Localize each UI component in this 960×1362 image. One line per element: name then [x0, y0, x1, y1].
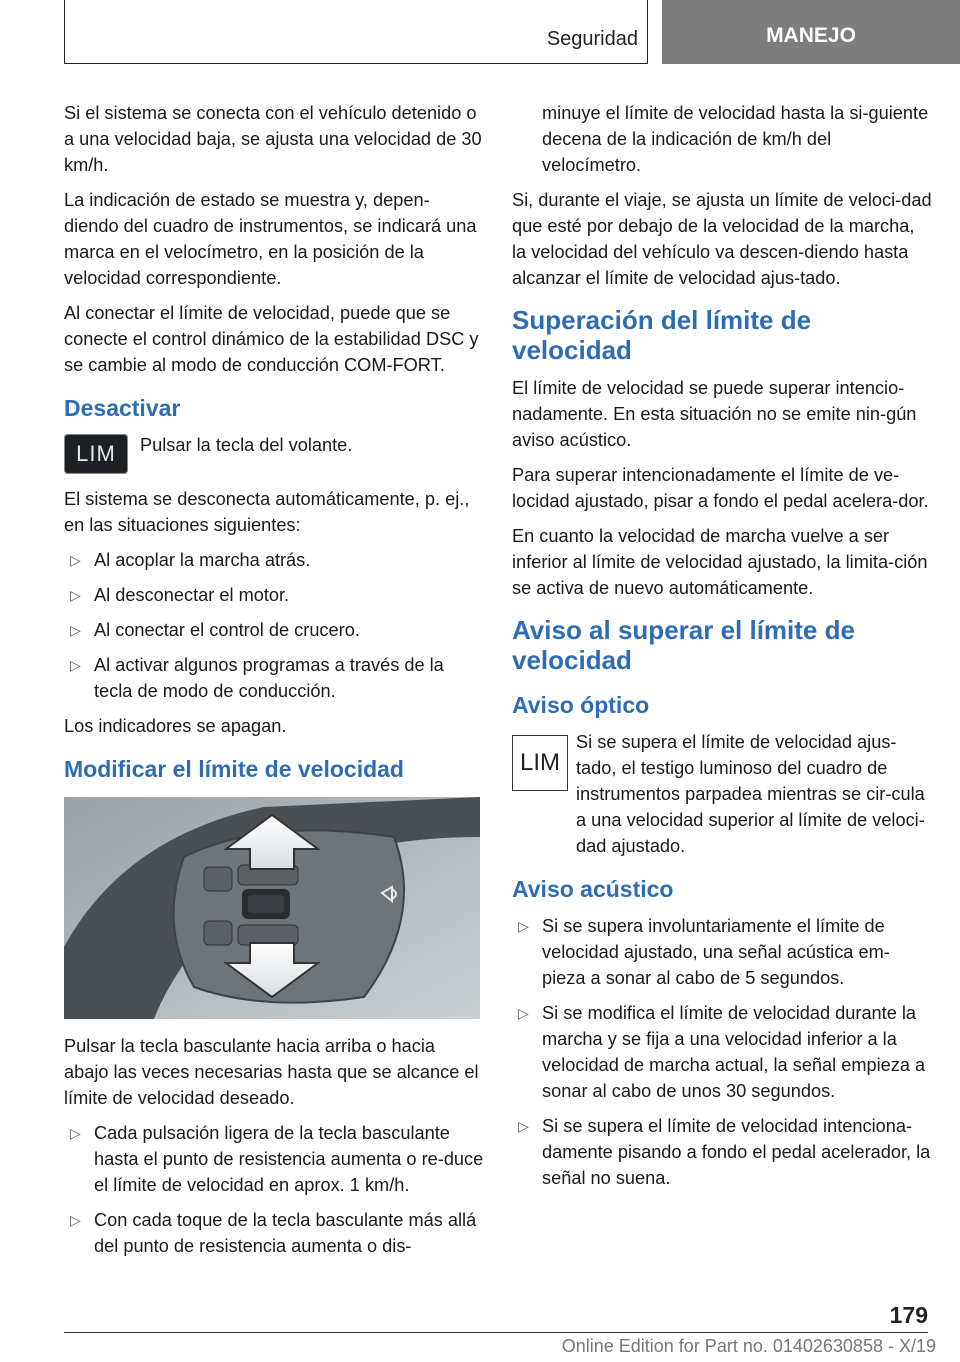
paragraph: Al conectar el límite de velocidad, puede que se conecte el control dinámico de la estabilidad DSC y se cambie al modo de conducción COM-FORT. [64, 303, 479, 375]
paragraph: Pulsar la tecla basculante hacia arriba o hacia abajo las veces necesarias hasta que se alcance el límite de velocidad deseado. [64, 1036, 479, 1108]
paragraph: Si se supera el límite de velocidad ajus-tado, el testigo luminoso del cuadro de instrumentos parpadea mientras se cir-cula a una velocidad superior al límite de veloci-dad ajustado. [576, 732, 925, 856]
bullet-list [64, 547, 484, 704]
bullet-list [64, 1120, 484, 1259]
paragraph: Pulsar la tecla del volante. [140, 435, 353, 455]
heading-superacion: Superación del límite de velocidad [512, 305, 812, 365]
lim-instruction [64, 432, 484, 476]
heading-desactivar: Desactivar [64, 395, 181, 421]
list-item: ▷ Al acoplar la marcha atrás. [64, 547, 484, 573]
lim-indicator-row [512, 729, 932, 859]
list-item: ▷ Al conectar el control de crucero. [64, 617, 484, 643]
triangle-bullet-icon: ▷ [70, 657, 81, 673]
paragraph: Para superar intencionadamente el límite de ve-locidad ajustado, pisar a fondo el pedal acelera-dor. [512, 465, 929, 511]
list-item: ▷ Si se supera involuntariamente el límite de velocidad ajustado, una señal acústica em-pieza a sonar al cabo de 5 segundos. [512, 913, 932, 991]
page-number: 179 [889, 1302, 928, 1328]
lim-button-icon: LIM [64, 434, 128, 474]
list-item: ▷ Al activar algunos programas a través de la tecla de modo de conducción. [64, 652, 484, 704]
footer-text: Online Edition for Part no. 01402630858 - X/19 [561, 1336, 936, 1356]
footer-divider [64, 1332, 928, 1333]
paragraph: Si, durante el viaje, se ajusta un límite de veloci-dad que esté por debajo de la velocidad de la marcha, la velocidad del vehículo va descen-diendo hasta alcanzar el límite de velocidad ajus-tado. [512, 190, 932, 288]
list-item: ▷ Al desconectar el motor. [64, 582, 484, 608]
paragraph: La indicación de estado se muestra y, depen-diendo del cuadro de instrumentos, se indicará una marca en el velocímetro, en la posición de la velocidad correspondiente. [64, 190, 477, 288]
triangle-bullet-icon: ▷ [518, 1005, 529, 1021]
list-item: ▷ Con cada toque de la tecla basculante más allá del punto de resistencia aumenta o dis- [64, 1207, 484, 1259]
heading-aviso: Aviso al superar el límite de velocidad [512, 615, 855, 675]
heading-modificar: Modificar el límite de velocidad [64, 756, 404, 782]
lim-indicator-icon: LIM [512, 735, 568, 791]
section-title: Seguridad [546, 28, 638, 50]
paragraph: En cuanto la velocidad de marcha vuelve a ser inferior al límite de velocidad ajustado, la limita-ción se activa de nuevo automáticamente. [512, 526, 928, 598]
list-item: ▷ Cada pulsación ligera de la tecla basculante hasta el punto de resistencia aumenta o re-duce el límite de velocidad en aprox. 1 km/h. [64, 1120, 484, 1198]
triangle-bullet-icon: ▷ [70, 587, 81, 603]
triangle-bullet-icon: ▷ [70, 1125, 81, 1141]
paragraph: El límite de velocidad se puede superar intencio-nadamente. En esta situación no se emite nin-gún aviso acústico. [512, 378, 917, 450]
steering-wheel-rocker-photo [64, 797, 480, 1019]
triangle-bullet-icon: ▷ [70, 1212, 81, 1228]
triangle-bullet-icon: ▷ [518, 918, 529, 934]
triangle-bullet-icon: ▷ [518, 1118, 529, 1134]
paragraph: Si el sistema se conecta con el vehículo detenido o a una velocidad baja, se ajusta una velocidad de 30 km/h. [64, 103, 482, 175]
heading-aviso-acustico: Aviso acústico [512, 876, 674, 902]
heading-aviso-optico: Aviso óptico [512, 692, 650, 718]
left-column [64, 100, 484, 1268]
list-item: ▷ Si se modifica el límite de velocidad durante la marcha y se fija a una velocidad inferior a la velocidad de marcha actual, la señal empieza a sonar al cabo de unos 30 segundos. [512, 1000, 932, 1104]
list-item: ▷ Si se supera el límite de velocidad intenciona-damente pisando a fondo el pedal acelerador, la señal no suena. [512, 1113, 932, 1191]
triangle-bullet-icon: ▷ [70, 552, 81, 568]
paragraph-continued: minuye el límite de velocidad hasta la si-guiente decena de la indicación de km/h del velocímetro. [542, 103, 929, 175]
triangle-bullet-icon: ▷ [70, 622, 81, 638]
paragraph: El sistema se desconecta automáticamente, p. ej., en las situaciones siguientes: [64, 489, 470, 535]
paragraph: Los indicadores se apagan. [64, 716, 287, 736]
chapter-tab: MANEJO [662, 0, 960, 64]
bullet-list [512, 913, 932, 1191]
right-column [512, 100, 932, 1200]
